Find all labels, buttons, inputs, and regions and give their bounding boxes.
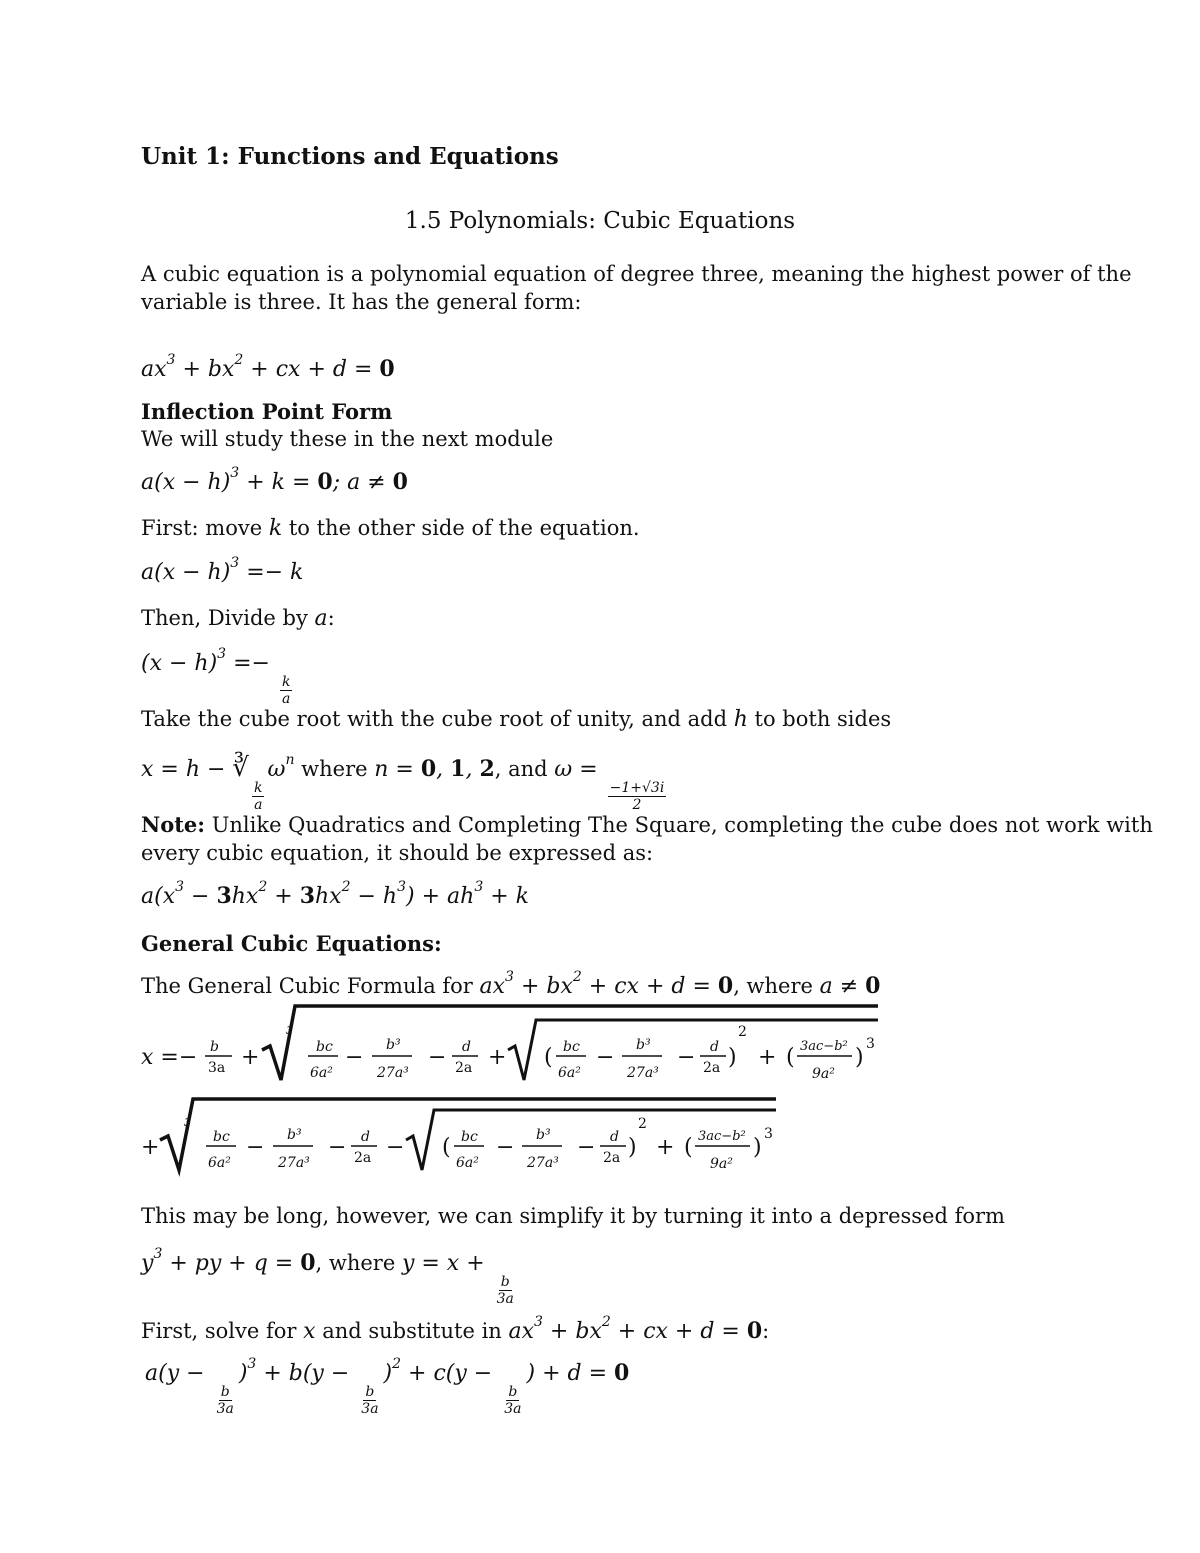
svg-text:+: + <box>758 1045 777 1070</box>
intro-line-1: A cubic equation is a polynomial equation of degree three, meaning the highest power of the <box>141 262 1132 286</box>
svg-text:3ac−b²: 3ac−b² <box>800 1039 848 1054</box>
and-text: , and <box>494 757 555 781</box>
svg-text:27a³: 27a³ <box>527 1155 559 1171</box>
where-text: where <box>294 757 375 781</box>
svg-text:d: d <box>361 1129 370 1145</box>
svg-text:b³: b³ <box>287 1127 302 1143</box>
general-where-text: , where <box>733 974 820 998</box>
unit-title: Unit 1: Functions and Equations <box>141 143 559 170</box>
svg-text:b: b <box>210 1039 219 1055</box>
svg-text:2a: 2a <box>703 1060 721 1076</box>
svg-text:−: − <box>496 1135 515 1160</box>
svg-text:b³: b³ <box>536 1127 551 1143</box>
step1-equation: $a(x - h)^3 =- k$ <box>141 555 304 585</box>
svg-text:(: ( <box>544 1045 553 1070</box>
svg-text:d: d <box>710 1039 719 1055</box>
svg-text:): ) <box>628 1135 637 1160</box>
depressed-where-text: , where <box>315 1251 402 1275</box>
svg-text:6a²: 6a² <box>456 1155 479 1171</box>
step2-variable: a <box>314 606 328 631</box>
svg-text:6a²: 6a² <box>310 1065 333 1081</box>
svg-text:9a²: 9a² <box>710 1156 733 1172</box>
intro-line-2: variable is three. It has the general form: <box>141 290 582 314</box>
step1-variable: k <box>268 516 283 541</box>
svg-text:−: − <box>428 1045 447 1070</box>
step2-prefix: Then, Divide by <box>141 606 315 630</box>
svg-text:−: − <box>677 1045 696 1070</box>
step1-suffix: to the other side of the equation. <box>282 516 640 540</box>
note-label: Note: <box>141 812 206 837</box>
svg-text:2a: 2a <box>455 1060 473 1076</box>
inflection-heading: Inflection Point Form <box>141 399 393 424</box>
svg-text:b³: b³ <box>636 1037 651 1053</box>
svg-text:3: 3 <box>866 1036 875 1052</box>
substitute-middle: and substitute in <box>315 1319 509 1343</box>
step2-equation: $(x - h)^3$ =− $\frac{k}{a}$ <box>141 646 291 707</box>
step3-variable: h <box>733 707 748 732</box>
svg-text:(: ( <box>684 1135 693 1160</box>
note-line-2: every cubic equation, it should be expressed as: <box>141 841 654 865</box>
svg-text:+: + <box>241 1045 260 1070</box>
svg-text:bc: bc <box>316 1039 333 1055</box>
svg-text:2: 2 <box>738 1024 747 1040</box>
svg-text:bc: bc <box>461 1129 478 1145</box>
svg-text:+: + <box>656 1135 675 1160</box>
svg-text:): ) <box>855 1045 864 1070</box>
svg-text:(: ( <box>786 1045 795 1070</box>
substitute-suffix: : <box>762 1319 770 1343</box>
svg-text:9a²: 9a² <box>812 1066 835 1082</box>
svg-text:d: d <box>610 1129 619 1145</box>
svg-text:bc: bc <box>563 1039 580 1055</box>
general-form-equation: $ax^3 + bx^2$ + cx + d = 0 <box>141 352 395 382</box>
substitution-equation: a(y − $\frac{b}{3a}$ )$^3$ + b(y − $\frac{b}{3a}$ )$^2$ + c(y − $\frac{b}{3a}$ ) + d = 0 <box>145 1356 630 1417</box>
svg-text:2a: 2a <box>354 1150 372 1166</box>
svg-text:27a³: 27a³ <box>377 1065 409 1081</box>
svg-text:): ) <box>753 1135 762 1160</box>
svg-text:+: + <box>141 1135 160 1160</box>
svg-text:3a: 3a <box>208 1060 226 1076</box>
svg-text:x =−: x =− <box>141 1045 198 1070</box>
step1-prefix: First: move <box>141 516 269 540</box>
svg-text:6a²: 6a² <box>208 1155 231 1171</box>
general-formula-intro: The General Cubic Formula for $ax^3 + bx^2$ + cx + d = 0, where a ≠ 0 <box>141 969 881 999</box>
substitute-text: First, solve for x and substitute in $ax^3 + bx^2$ + cx + d = 0: <box>141 1314 770 1344</box>
step3-prefix: Take the cube root with the cube root of unity, and add <box>141 707 734 731</box>
section-title: 1.5 Polynomials: Cubic Equations <box>404 208 796 234</box>
svg-text:(: ( <box>442 1135 451 1160</box>
general-intro-text: The General Cubic Formula for <box>141 974 480 998</box>
step3-equation: x = h − ∛ $\frac{k}{a}$ $\omega^n$ where n = 0, 1, 2, and ω = $\frac{-1+√3i}{2}$ <box>141 752 665 813</box>
note-equation: $a(x^3 - 3hx^2 + 3hx^2 - h^3) + ah^3 + k$ <box>141 879 529 909</box>
svg-text:−: − <box>246 1135 265 1160</box>
svg-text:b³: b³ <box>386 1037 401 1053</box>
svg-text:3: 3 <box>764 1126 773 1142</box>
svg-text:): ) <box>728 1045 737 1070</box>
svg-text:2: 2 <box>638 1116 647 1132</box>
svg-text:−: − <box>386 1135 405 1160</box>
svg-text:d: d <box>462 1039 471 1055</box>
svg-text:2a: 2a <box>603 1150 621 1166</box>
svg-text:3: 3 <box>286 1024 293 1037</box>
svg-text:+: + <box>488 1045 507 1070</box>
note-text: Unlike Quadratics and Completing The Square, completing the cube does not work with <box>205 813 1153 837</box>
svg-text:6a²: 6a² <box>558 1065 581 1081</box>
svg-text:−: − <box>577 1135 596 1160</box>
svg-text:−: − <box>345 1045 364 1070</box>
svg-text:27a³: 27a³ <box>278 1155 310 1171</box>
svg-text:3ac−b²: 3ac−b² <box>698 1129 746 1144</box>
svg-text:bc: bc <box>213 1129 230 1145</box>
svg-text:27a³: 27a³ <box>627 1065 659 1081</box>
step2-suffix: : <box>327 606 335 630</box>
substitute-variable: x <box>303 1319 316 1344</box>
substitute-prefix: First, solve for <box>141 1319 304 1343</box>
svg-text:−: − <box>328 1135 347 1160</box>
inflection-equation: $a(x - h)^3 + k = 0$; a ≠ 0 <box>141 465 408 495</box>
svg-text:−: − <box>596 1045 615 1070</box>
inflection-note: We will study these in the next module <box>141 427 554 451</box>
step3-suffix: to both sides <box>747 707 892 731</box>
depressed-intro: This may be long, however, we can simplify it by turning it into a depressed form <box>141 1204 1005 1228</box>
general-heading: General Cubic Equations: <box>141 931 442 956</box>
depressed-equation: $y^3$ + py + q = 0, where y = x + $\frac{b}{3a}$ <box>141 1246 514 1307</box>
svg-text:3: 3 <box>184 1116 191 1129</box>
